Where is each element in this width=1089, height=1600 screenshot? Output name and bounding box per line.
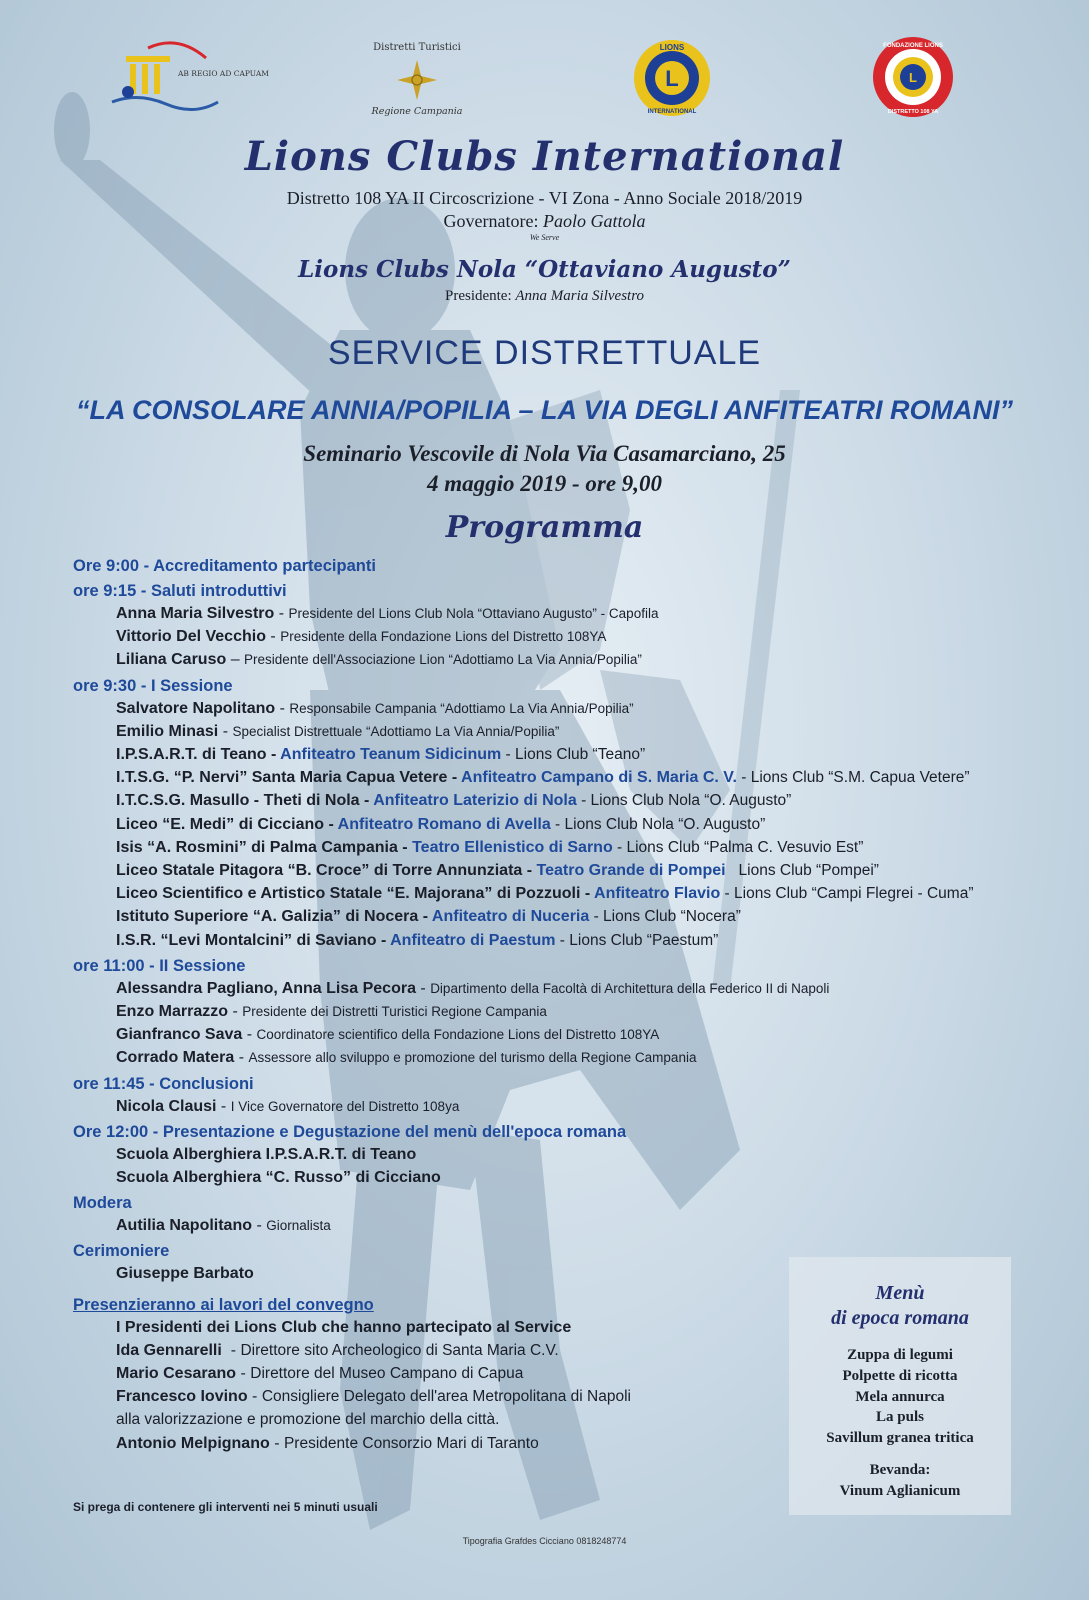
site-name: Anfiteatro di Paestum — [390, 931, 556, 949]
distretti-top-text: Distretti Turistici — [373, 42, 461, 53]
speaker-name: Mario Cesarano — [116, 1365, 237, 1383]
separator: - — [265, 628, 281, 646]
section-presenzieranno: Presenzieranno ai lavori del convegno — [73, 1295, 374, 1314]
fondazione-lions-logo — [872, 36, 954, 118]
school-name: Scuola Alberghiera I.P.S.A.R.T. di Teano — [116, 1145, 417, 1163]
distretti-turistici-logo — [368, 40, 466, 120]
speaker-role: Assessore allo sviluppo e promozione del turismo della Regione Campania — [248, 1050, 697, 1066]
list-item — [116, 977, 1063, 1000]
svg-text:L: L — [665, 66, 679, 91]
we-serve-motto: We Serve — [529, 233, 560, 242]
section-conclusioni: ore 11:45 - Conclusioni — [73, 1074, 254, 1093]
speaker-role: Responsabile Campania “Adottiamo La Via Annia/Popilia” — [289, 700, 634, 716]
time-limit-note: Si prega di contenere gli interventi nei 5 minuti usuali — [73, 1500, 378, 1514]
list-item — [116, 1166, 1063, 1189]
speaker-role: I Vice Governatore del Distretto 108ya — [230, 1098, 460, 1114]
speaker-name: Francesco Iovino — [116, 1388, 248, 1406]
speaker-name: Emilio Minasi — [116, 722, 219, 740]
speaker-role: Presidente della Fondazione Lions del Distretto 108YA — [280, 629, 607, 645]
site-name: Anfiteatro di Nuceria — [431, 908, 590, 926]
school-name: Istituto Superiore “A. Galizia” di Nocera - — [116, 908, 432, 926]
separator: - — [247, 1388, 262, 1406]
speaker-name: Nicola Clausi — [116, 1097, 217, 1115]
ab-regio-text: AB REGIO AD CAPUAM — [178, 69, 269, 78]
menu-item: Savillum granea tritica — [826, 1430, 974, 1447]
section-degustazione: Ore 12:00 - Presentazione e Degustazione del menù dell'epoca romana — [73, 1122, 627, 1141]
speaker-role: Giornalista — [266, 1218, 331, 1234]
speaker-name: I Presidenti dei Lions Club che hanno partecipato al Service — [116, 1318, 572, 1336]
speaker-role: Specialist Distrettuale “Adottiamo La Via Annia/Popilia” — [232, 723, 560, 739]
bevanda-label: Bevanda: — [869, 1461, 931, 1478]
club-name: - Lions Club “Campi Flegrei - Cuma” — [720, 885, 974, 903]
club-name: Lions Clubs Nola “Ottaviano Augusto” — [298, 256, 791, 283]
distretti-bottom-text: Regione Campania — [371, 106, 463, 117]
presidente-name: Anna Maria Silvestro — [515, 288, 644, 304]
list-item — [116, 1000, 1063, 1023]
separator: - — [415, 979, 431, 997]
speaker-name: Liliana Caruso — [116, 651, 227, 669]
menu-bevanda — [789, 1460, 1011, 1502]
separator: - — [242, 1026, 257, 1044]
list-item — [116, 648, 1063, 671]
speaker-role: Presidente dell'Associazione Lion “Adottiamo La Via Annia/Popilia” — [244, 652, 642, 668]
speaker-name: Anna Maria Silvestro — [116, 605, 275, 622]
separator: - — [274, 605, 289, 622]
fondazione-bottom-text: DISTRETTO 108 YA — [887, 109, 939, 115]
menu-item: Zuppa di legumi — [847, 1347, 953, 1363]
school-row — [116, 859, 1063, 882]
speaker-name: Autilia Napolitano — [116, 1217, 252, 1235]
school-name: Liceo Statale Pitagora “B. Croce” di Torre Annunziata - — [116, 862, 537, 880]
club-name: - Lions Club “Teano” — [501, 746, 646, 764]
governatore-name: Paolo Gattola — [542, 211, 646, 231]
school-name: I.P.S.A.R.T. di Teano - — [116, 746, 281, 764]
speaker-name: Enzo Marrazzo — [116, 1003, 229, 1021]
event-venue: Seminario Vescovile di Nola Via Casamarciano, 25 — [303, 441, 786, 466]
club-name: Lions Club “Pompei” — [725, 862, 879, 880]
club-name: - Lions Club Nola “O. Augusto” — [550, 815, 766, 833]
list-item — [116, 1143, 1063, 1166]
lions-international-logo — [632, 38, 712, 118]
school-name: Liceo Scientifico e Artistico Statale “E. Majorana” di Pozzuoli - — [116, 885, 595, 903]
speaker-role: Consigliere Delegato dell'area Metropolitana di Napoli — [261, 1388, 631, 1406]
speaker-name: Giuseppe Barbato — [116, 1265, 254, 1283]
fondazione-top-text: FONDAZIONE LIONS — [883, 43, 943, 49]
menu-item: La puls — [876, 1409, 924, 1426]
speaker-name: Ida Gennarelli — [116, 1341, 222, 1359]
page-title: Lions Clubs International — [244, 133, 845, 180]
section-prima-sessione: ore 9:30 - I Sessione — [73, 676, 233, 695]
menu-item: Polpette di ricotta — [842, 1367, 958, 1384]
school-name: Isis “A. Rosmini” di Palma Campania - — [116, 838, 413, 856]
separator: - — [234, 1049, 249, 1067]
site-name: Anfiteatro Romano di Avella — [337, 815, 551, 833]
service-heading: SERVICE DISTRETTUALE — [327, 334, 762, 372]
school-row — [116, 813, 1063, 836]
site-name: Teatro Ellenistico di Sarno — [412, 838, 613, 856]
list-item — [116, 720, 1063, 743]
separator: - — [218, 722, 233, 740]
separator: - — [236, 1365, 251, 1383]
menu-title: Menù — [875, 1282, 925, 1304]
menu-subtitle: di epoca romana — [831, 1307, 969, 1329]
school-name: I.S.R. “Levi Montalcini” di Saviano - — [116, 931, 391, 949]
site-name: Anfiteatro Laterizio di Nola — [373, 792, 577, 810]
speaker-role: Presidente del Lions Club Nola “Ottaviano Augusto” - Capofila — [288, 606, 659, 621]
bevanda-name: Vinum Aglianicum — [839, 1482, 961, 1499]
speaker-role: alla valorizzazione e promozione del marchio della città. — [116, 1411, 500, 1429]
governatore-line — [0, 211, 1089, 232]
separator: – — [226, 651, 245, 669]
section-cerimoniere: Cerimoniere — [73, 1242, 170, 1261]
school-row — [116, 929, 1063, 952]
school-row — [116, 766, 1063, 789]
speaker-name: Gianfranco Sava — [116, 1026, 243, 1044]
school-name: Liceo “E. Medi” di Cicciano - — [116, 815, 338, 833]
section-modera: Modera — [73, 1194, 132, 1213]
speaker-name: Corrado Matera — [116, 1049, 235, 1067]
list-item — [116, 1023, 1063, 1046]
school-row — [116, 743, 1063, 766]
menu-items — [789, 1345, 1011, 1449]
school-row — [116, 836, 1063, 859]
club-name: - Lions Club “S.M. Capua Vetere” — [736, 769, 970, 787]
roman-menu-box — [789, 1257, 1011, 1515]
separator: - — [275, 699, 290, 717]
list-item — [116, 602, 1063, 625]
distretto-line: Distretto 108 YA II Circoscrizione - VI Zona - Anno Sociale 2018/2019 — [286, 188, 803, 208]
club-name: - Lions Club “Paestum” — [555, 931, 719, 949]
separator: - — [252, 1217, 267, 1235]
speaker-role: Dipartimento della Facoltà di Architettura della Federico II di Napoli — [430, 980, 830, 996]
school-row — [116, 882, 1063, 905]
list-item — [116, 1214, 1063, 1237]
list-item — [116, 697, 1063, 720]
list-item — [116, 625, 1063, 648]
club-name: - Lions Club “Nocera” — [589, 908, 741, 926]
list-item — [116, 1095, 1063, 1118]
separator: - — [221, 1341, 241, 1359]
speaker-name: Alessandra Pagliano, Anna Lisa Pecora — [116, 979, 416, 997]
speaker-role: Presidente Consorzio Mari di Taranto — [283, 1434, 539, 1452]
lions-bottom-text: INTERNATIONAL — [647, 109, 697, 115]
separator: - — [228, 1003, 243, 1021]
ab-regio-ad-capuam-logo — [108, 36, 269, 116]
speaker-role: Direttore del Museo Campano di Capua — [250, 1365, 524, 1383]
site-name: Teatro Grande di Pompei — [536, 862, 726, 880]
menu-item: Mela annurca — [855, 1388, 945, 1405]
svg-text:L: L — [909, 70, 917, 85]
school-name: Scuola Alberghiera “C. Russo” di Cicciano — [116, 1169, 441, 1187]
section-seconda-sessione: ore 11:00 - II Sessione — [73, 956, 246, 975]
school-name: I.T.S.G. “P. Nervi” Santa Maria Capua Vetere - — [116, 769, 462, 787]
lions-top-text: LIONS — [659, 43, 685, 52]
speaker-role: Coordinatore scientifico della Fondazione Lions del Distretto 108YA — [256, 1027, 660, 1043]
club-name: - Lions Club “Palma C. Vesuvio Est” — [612, 838, 864, 856]
school-row — [116, 789, 1063, 812]
event-date: 4 maggio 2019 - ore 9,00 — [426, 471, 663, 496]
presidente-label: Presidente: — [444, 288, 512, 304]
school-name: I.T.C.S.G. Masullo - Theti di Nola - — [116, 792, 374, 810]
club-name: - Lions Club Nola “O. Augusto” — [576, 792, 792, 810]
list-item — [116, 1046, 1063, 1069]
site-name: Anfiteatro Teanum Sidicinum — [280, 746, 502, 764]
school-row — [116, 905, 1063, 928]
programma-heading: Programma — [445, 510, 644, 545]
site-name: Anfiteatro Flavio — [594, 885, 721, 903]
separator: - — [269, 1434, 284, 1452]
section-saluti: ore 9:15 - Saluti introduttivi — [73, 582, 287, 600]
speaker-role: Direttore sito Archeologico di Santa Maria C.V. — [240, 1341, 559, 1359]
printer-credit: Tipografia Grafdes Cicciano 0818248774 — [462, 1536, 627, 1546]
governatore-label: Governatore: — [443, 211, 539, 231]
speaker-name: Salvatore Napolitano — [116, 699, 276, 717]
event-theme: “LA CONSOLARE ANNIA/POPILIA – LA VIA DEGLI ANFITEATRI ROMANI” — [76, 395, 1013, 425]
speaker-name: Antonio Melpignano — [116, 1434, 270, 1452]
separator: - — [216, 1097, 231, 1115]
presidente-line — [0, 288, 1089, 305]
speaker-name: Vittorio Del Vecchio — [116, 628, 266, 646]
speaker-role: Presidente dei Distretti Turistici Regione Campania — [242, 1004, 547, 1020]
section-accreditamento: Ore 9:00 - Accreditamento partecipanti — [73, 557, 376, 575]
site-name: Anfiteatro Campano di S. Maria C. V. — [461, 769, 737, 787]
